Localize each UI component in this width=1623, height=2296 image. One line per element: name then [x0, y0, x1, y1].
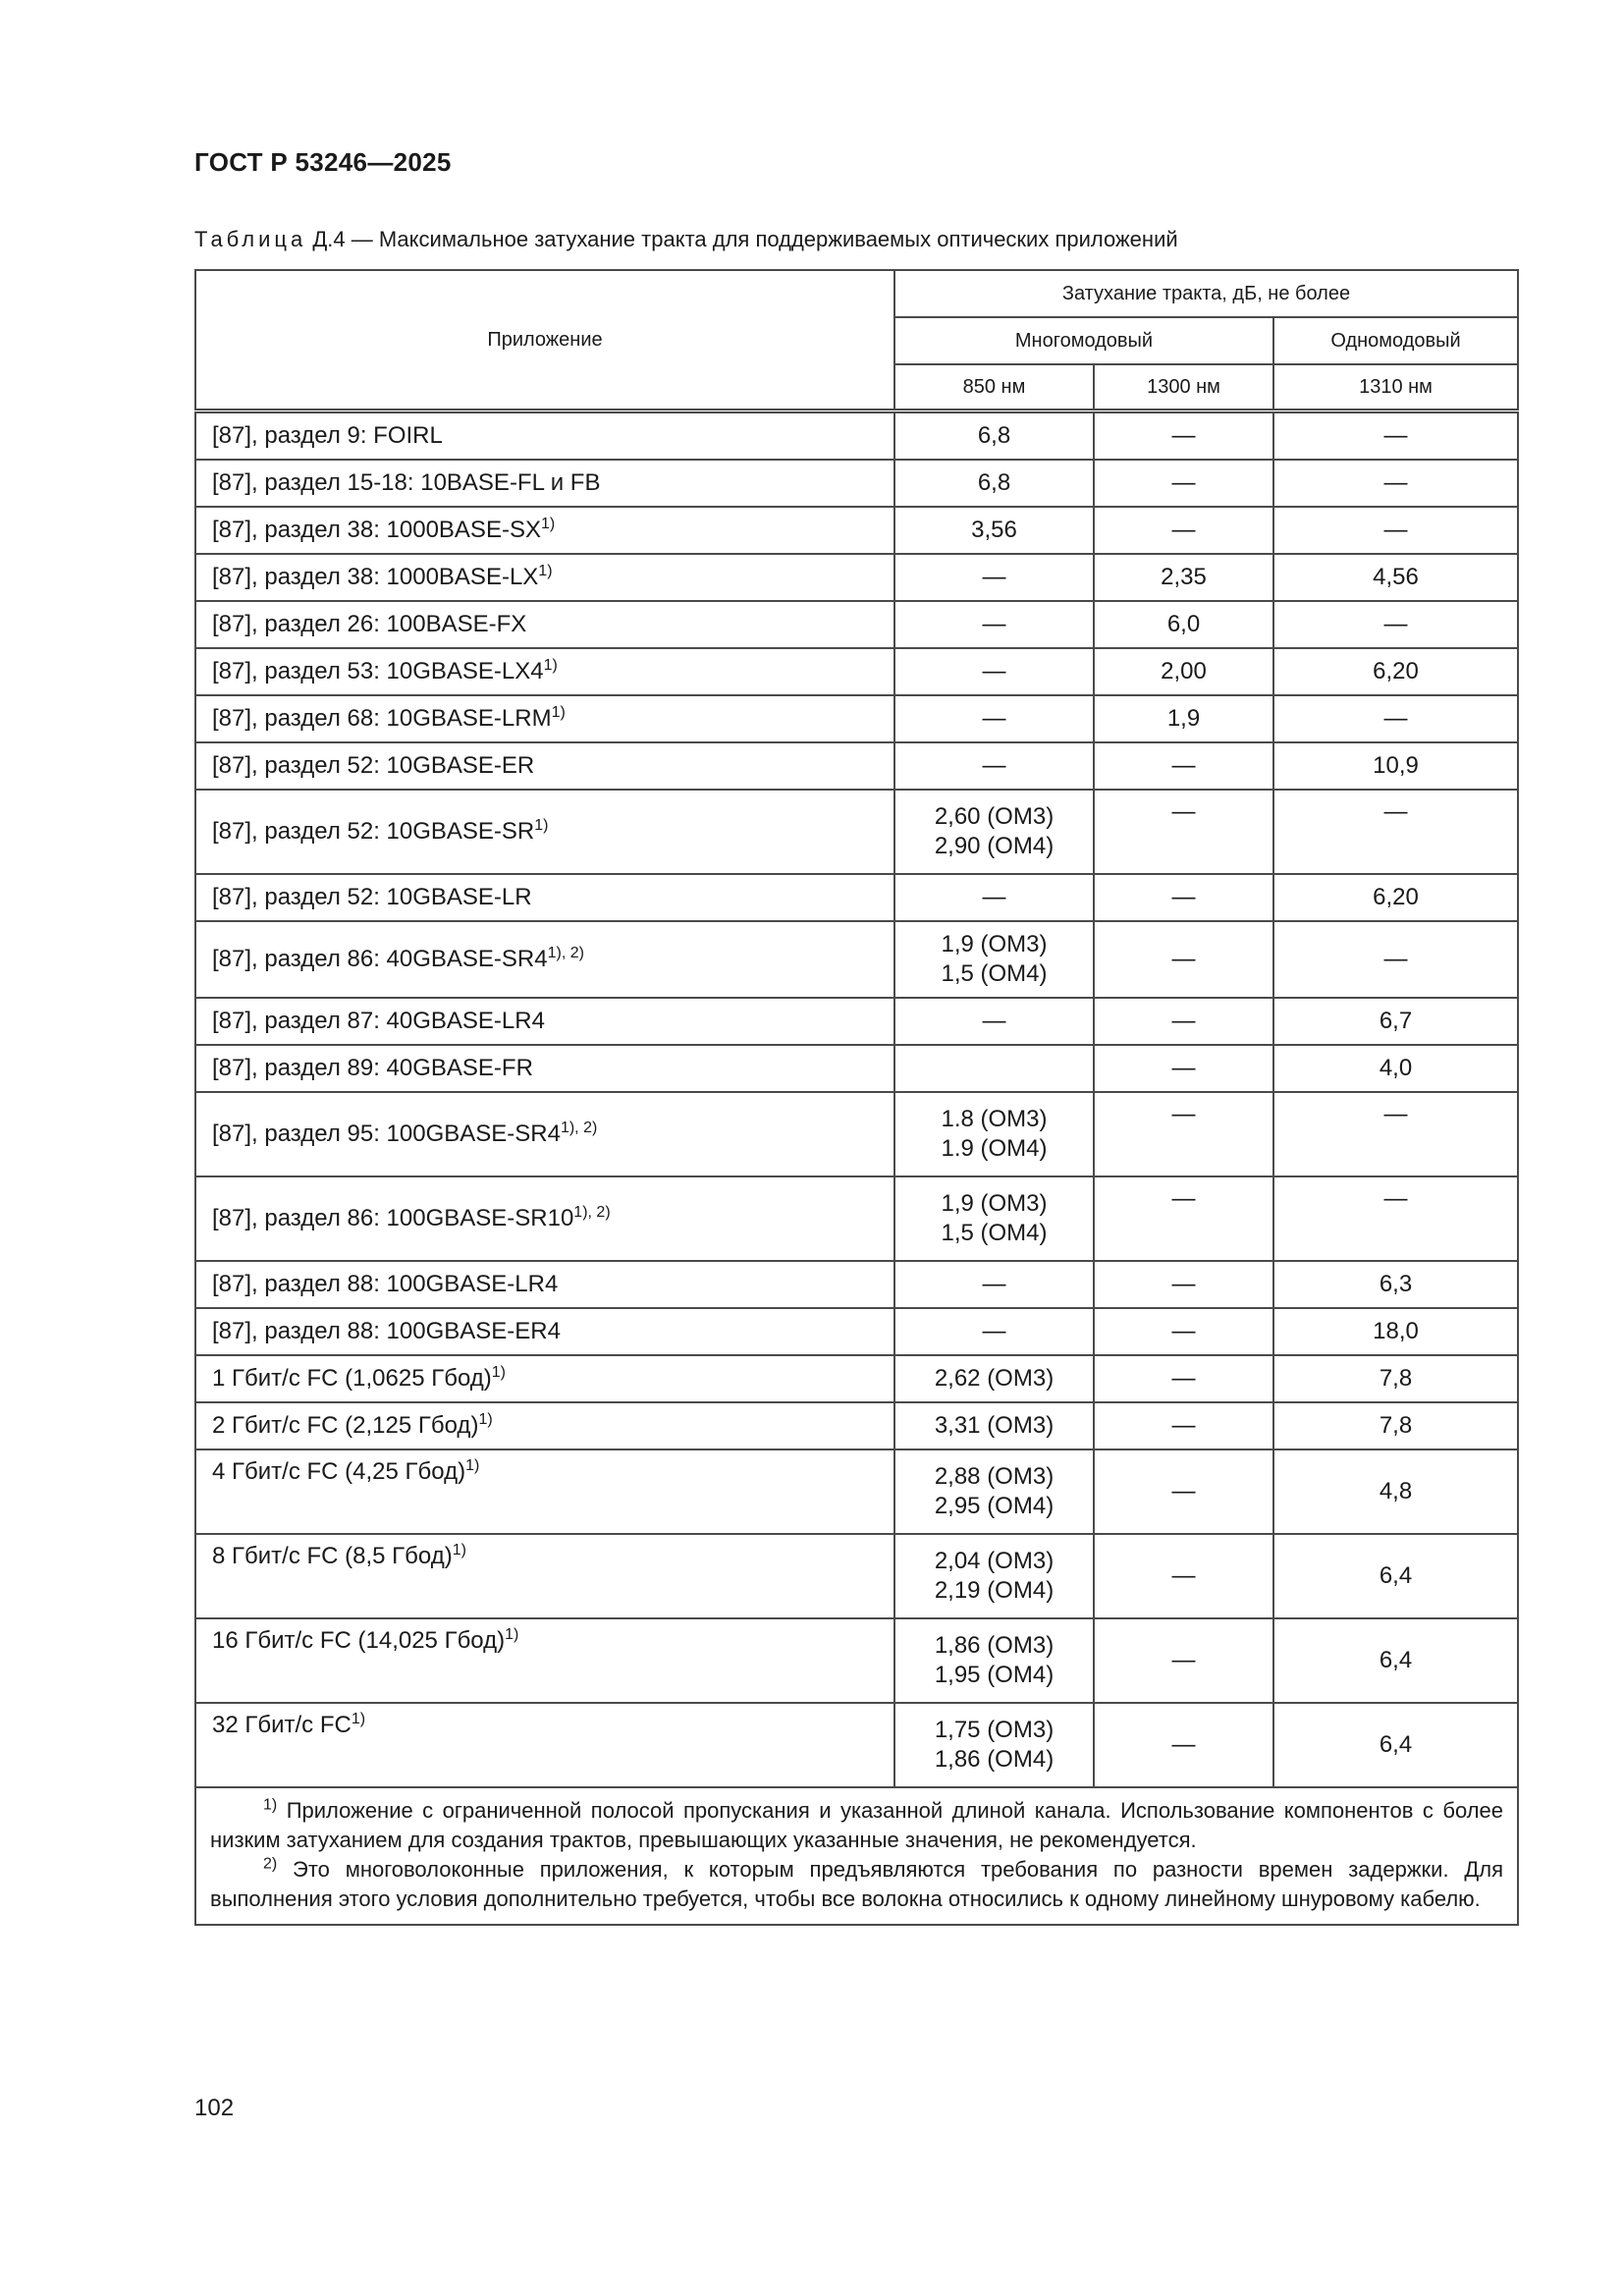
cell-850nm: — — [894, 998, 1094, 1045]
table-row — [195, 460, 1518, 507]
cell-application — [195, 1308, 894, 1355]
cell-1300nm: — — [1094, 1402, 1273, 1449]
cell-1300nm: — — [1094, 790, 1273, 874]
table-row — [195, 874, 1518, 921]
cell-1300nm: — — [1094, 921, 1273, 998]
table-caption-prefix: Таблица — [194, 227, 307, 251]
value-om3: 1,86 (ОМ3) — [934, 1632, 1055, 1659]
footnote-ref: 1) — [351, 1711, 366, 1727]
cell-1310nm: 6,3 — [1273, 1261, 1518, 1308]
value-om3: 1,9 (ОМ3) — [941, 1190, 1048, 1217]
value-om4: 2,90 (ОМ4) — [934, 833, 1055, 859]
value-om3: 1,9 (ОМ3) — [941, 931, 1048, 957]
cell-application — [195, 411, 894, 461]
cell-application — [195, 1534, 894, 1618]
cell-application — [195, 1176, 894, 1261]
cell-application — [195, 1261, 894, 1308]
cell-application — [195, 998, 894, 1045]
application-name: 16 Гбит/с FC (14,025 Гбод) — [212, 1627, 506, 1654]
table-row — [195, 1308, 1518, 1355]
application-name: [87], раздел 52: 10GBASE-SR — [212, 818, 535, 845]
cell-1310nm: 6,4 — [1273, 1618, 1518, 1703]
cell-850nm — [894, 1618, 1094, 1703]
note-2-text: Это многоволоконные приложения, к которым предъявляются требования по разности времен задержки. Для выполнения этого условия дополнительно требуется, чтобы все волокна относились к одному линейному шнуровому кабелю. — [210, 1857, 1504, 1911]
cell-application — [195, 742, 894, 790]
footnote-ref: 1) — [491, 1364, 507, 1381]
cell-1300nm: 6,0 — [1094, 601, 1273, 648]
header-1300nm: 1300 нм — [1094, 364, 1273, 411]
table-row — [195, 1534, 1518, 1618]
application-name: [87], раздел 15-18: 10BASE-FL и FB — [212, 469, 601, 496]
header-1310nm: 1310 нм — [1273, 364, 1518, 411]
cell-1310nm: 4,0 — [1273, 1045, 1518, 1092]
table-row — [195, 921, 1518, 998]
cell-1300nm: — — [1094, 1176, 1273, 1261]
cell-application — [195, 1449, 894, 1534]
cell-application — [195, 1092, 894, 1176]
table-row — [195, 1402, 1518, 1449]
table-notes — [195, 1787, 1518, 1925]
header-attenuation: Затухание тракта, дБ, не более — [894, 270, 1518, 317]
table-row — [195, 1355, 1518, 1402]
cell-850nm: 3,56 — [894, 507, 1094, 554]
cell-850nm: — — [894, 648, 1094, 695]
application-name: 4 Гбит/с FC (4,25 Гбод) — [212, 1458, 466, 1485]
cell-1300nm: — — [1094, 507, 1273, 554]
value-om3: 1,75 (ОМ3) — [934, 1717, 1055, 1743]
cell-1300nm: — — [1094, 1355, 1273, 1402]
cell-850nm: — — [894, 1261, 1094, 1308]
table-body — [195, 411, 1518, 1788]
cell-1300nm: — — [1094, 742, 1273, 790]
cell-application — [195, 1355, 894, 1402]
cell-1300nm: — — [1094, 1092, 1273, 1176]
cell-1310nm: — — [1273, 601, 1518, 648]
attenuation-table — [194, 269, 1519, 1926]
cell-application — [195, 648, 894, 695]
cell-1300nm: — — [1094, 411, 1273, 461]
header-850nm: 850 нм — [894, 364, 1094, 411]
table-row — [195, 1092, 1518, 1176]
footnote-ref: 1) — [538, 563, 553, 579]
value-om4: 2,95 (ОМ4) — [934, 1493, 1055, 1519]
application-name: 8 Гбит/с FC (8,5 Гбод) — [212, 1543, 453, 1569]
table-row — [195, 1449, 1518, 1534]
cell-application — [195, 1045, 894, 1092]
cell-1310nm: 4,8 — [1273, 1449, 1518, 1534]
cell-1300nm: — — [1094, 1618, 1273, 1703]
value-om3: 2,04 (ОМ3) — [934, 1548, 1055, 1574]
cell-1300nm: — — [1094, 874, 1273, 921]
table-row — [195, 1618, 1518, 1703]
note-2-mark: 2) — [263, 1855, 278, 1873]
cell-1300nm: — — [1094, 998, 1273, 1045]
table-row — [195, 998, 1518, 1045]
cell-1310nm: 7,8 — [1273, 1402, 1518, 1449]
cell-application — [195, 790, 894, 874]
cell-850nm: — — [894, 742, 1094, 790]
cell-1310nm: 6,4 — [1273, 1534, 1518, 1618]
cell-1310nm: — — [1273, 695, 1518, 742]
cell-1310nm: 4,56 — [1273, 554, 1518, 601]
cell-1310nm: 18,0 — [1273, 1308, 1518, 1355]
cell-1310nm: 6,20 — [1273, 648, 1518, 695]
value-om4: 1,5 (ОМ4) — [941, 1220, 1048, 1246]
value-om4: 1.9 (ОМ4) — [941, 1135, 1048, 1162]
cell-application — [195, 460, 894, 507]
application-name: [87], раздел 53: 10GBASE-LX4 — [212, 658, 544, 684]
footnote-ref: 1) — [465, 1457, 480, 1474]
cell-1310nm: — — [1273, 411, 1518, 461]
cell-850nm — [894, 1534, 1094, 1618]
cell-850nm: — — [894, 874, 1094, 921]
cell-application — [195, 554, 894, 601]
footnote-ref: 1) — [551, 704, 566, 721]
application-name: [87], раздел 88: 100GBASE-LR4 — [212, 1271, 559, 1297]
table-row — [195, 695, 1518, 742]
cell-1310nm: — — [1273, 460, 1518, 507]
notes-cell — [195, 1787, 1518, 1925]
cell-1310nm: — — [1273, 921, 1518, 998]
footnote-ref: 1) — [543, 657, 558, 674]
cell-1300nm: — — [1094, 1261, 1273, 1308]
application-name: [87], раздел 38: 1000BASE-SX — [212, 517, 541, 543]
cell-1300nm: — — [1094, 1308, 1273, 1355]
page-number: 102 — [194, 2095, 235, 2121]
note-1-text: Приложение с ограниченной полосой пропускания и указанной длиной канала. Использование компонентов с более низким затуханием для создания трактов, превышающих указанные значения, не рекомендуется. — [210, 1798, 1504, 1852]
cell-1310nm: — — [1273, 1176, 1518, 1261]
footnote-ref: 1) — [534, 817, 549, 834]
cell-1300nm: — — [1094, 1534, 1273, 1618]
cell-1300nm: 2,35 — [1094, 554, 1273, 601]
table-row — [195, 411, 1518, 461]
cell-1300nm: 1,9 — [1094, 695, 1273, 742]
cell-850nm — [894, 790, 1094, 874]
cell-application — [195, 695, 894, 742]
cell-application — [195, 601, 894, 648]
cell-application — [195, 1703, 894, 1787]
application-name: [87], раздел 88: 100GBASE-ER4 — [212, 1318, 561, 1344]
application-name: [87], раздел 86: 100GBASE-SR10 — [212, 1205, 574, 1231]
table-row — [195, 1261, 1518, 1308]
cell-850nm: — — [894, 1308, 1094, 1355]
value-om3: 1.8 (ОМ3) — [941, 1106, 1048, 1132]
cell-850nm — [894, 1703, 1094, 1787]
footnote-ref: 1), 2) — [547, 945, 584, 961]
cell-1310nm: 10,9 — [1273, 742, 1518, 790]
cell-850nm — [894, 1449, 1094, 1534]
note-2 — [210, 1855, 1503, 1914]
cell-850nm — [894, 1092, 1094, 1176]
application-name: 2 Гбит/с FC (2,125 Гбод) — [212, 1412, 479, 1439]
cell-application — [195, 921, 894, 998]
table-row — [195, 742, 1518, 790]
table-row — [195, 1703, 1518, 1787]
application-name: [87], раздел 38: 1000BASE-LX — [212, 564, 539, 590]
footnote-ref: 1), 2) — [560, 1120, 598, 1136]
cell-850nm: 6,8 — [894, 460, 1094, 507]
note-1 — [210, 1796, 1503, 1855]
cell-1300nm: — — [1094, 460, 1273, 507]
application-name: [87], раздел 86: 40GBASE-SR4 — [212, 946, 548, 972]
table-head — [195, 270, 1518, 411]
value-om4: 1,95 (ОМ4) — [934, 1662, 1055, 1688]
table-caption-text: Д.4 — Максимальное затухание тракта для поддерживаемых оптических приложений — [306, 227, 1178, 251]
value-om4: 2,19 (ОМ4) — [934, 1577, 1055, 1604]
cell-1310nm: 7,8 — [1273, 1355, 1518, 1402]
cell-1310nm: 6,7 — [1273, 998, 1518, 1045]
table-row — [195, 507, 1518, 554]
application-name: [87], раздел 95: 100GBASE-SR4 — [212, 1121, 561, 1147]
header-singlemode: Одномодовый — [1273, 317, 1518, 364]
cell-850nm: 2,62 (ОМ3) — [894, 1355, 1094, 1402]
header-multimode: Многомодовый — [894, 317, 1273, 364]
cell-1310nm: — — [1273, 1092, 1518, 1176]
value-om3: 2,60 (ОМ3) — [934, 803, 1055, 830]
cell-850nm: — — [894, 554, 1094, 601]
document-header: ГОСТ Р 53246—2025 — [194, 147, 452, 177]
cell-850nm: — — [894, 695, 1094, 742]
cell-850nm — [894, 921, 1094, 998]
application-name: [87], раздел 52: 10GBASE-LR — [212, 884, 532, 910]
cell-1310nm: — — [1273, 507, 1518, 554]
cell-1300nm: — — [1094, 1449, 1273, 1534]
footnote-ref: 1), 2) — [573, 1204, 611, 1221]
application-name: [87], раздел 52: 10GBASE-ER — [212, 752, 535, 779]
footnote-ref: 1) — [478, 1411, 493, 1428]
cell-850nm: — — [894, 601, 1094, 648]
value-om3: 2,88 (ОМ3) — [934, 1463, 1055, 1490]
application-name: [87], раздел 89: 40GBASE-FR — [212, 1055, 533, 1081]
cell-1300nm: 2,00 — [1094, 648, 1273, 695]
table-caption — [194, 227, 1178, 252]
cell-application — [195, 1402, 894, 1449]
footnote-ref: 1) — [505, 1626, 519, 1643]
cell-1310nm: — — [1273, 790, 1518, 874]
cell-1300nm: — — [1094, 1045, 1273, 1092]
cell-850nm — [894, 1045, 1094, 1092]
table-row — [195, 601, 1518, 648]
header-application: Приложение — [195, 270, 894, 411]
note-1-mark: 1) — [263, 1796, 278, 1814]
cell-850nm — [894, 1176, 1094, 1261]
cell-1310nm: 6,4 — [1273, 1703, 1518, 1787]
cell-application — [195, 1618, 894, 1703]
cell-850nm: 6,8 — [894, 411, 1094, 461]
cell-850nm: 3,31 (ОМ3) — [894, 1402, 1094, 1449]
application-name: [87], раздел 26: 100BASE-FX — [212, 611, 527, 637]
table-row — [195, 1176, 1518, 1261]
application-name: 32 Гбит/с FC — [212, 1712, 352, 1738]
application-name: 1 Гбит/с FC (1,0625 Гбод) — [212, 1365, 492, 1392]
footnote-ref: 1) — [452, 1542, 466, 1558]
cell-1310nm: 6,20 — [1273, 874, 1518, 921]
table-row — [195, 648, 1518, 695]
cell-application — [195, 507, 894, 554]
application-name: [87], раздел 9: FOIRL — [212, 422, 443, 449]
table-row — [195, 1045, 1518, 1092]
application-name: [87], раздел 87: 40GBASE-LR4 — [212, 1008, 545, 1034]
table-row — [195, 554, 1518, 601]
application-name: [87], раздел 68: 10GBASE-LRM — [212, 705, 552, 732]
table-row — [195, 790, 1518, 874]
value-om4: 1,5 (ОМ4) — [941, 960, 1048, 987]
footnote-ref: 1) — [540, 516, 556, 532]
value-om4: 1,86 (ОМ4) — [934, 1746, 1055, 1773]
cell-application — [195, 874, 894, 921]
cell-1300nm: — — [1094, 1703, 1273, 1787]
